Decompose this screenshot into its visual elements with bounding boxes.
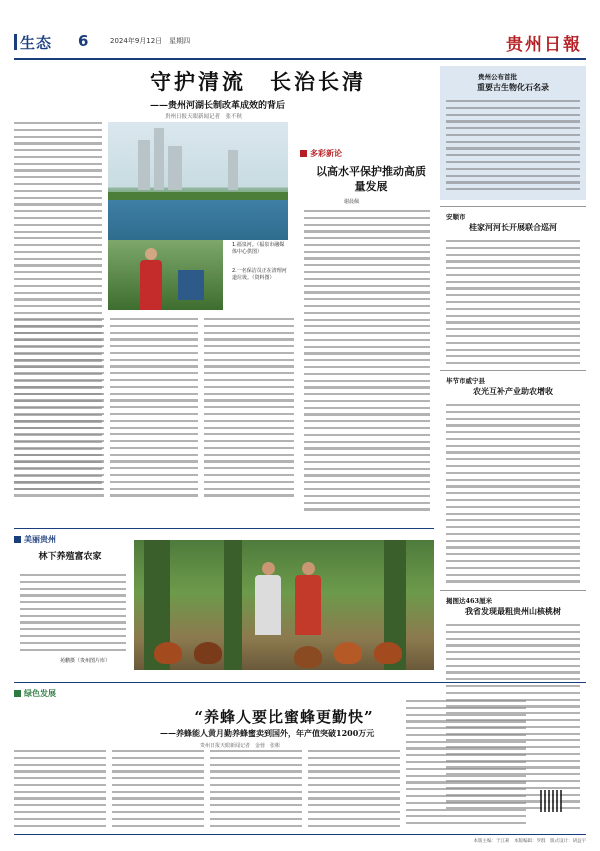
tag-square-icon <box>300 150 307 157</box>
editorial-box <box>300 148 434 520</box>
editorial-headline: 以高水平保护推动高质量发展 <box>316 165 426 193</box>
guizhou-body <box>20 574 126 655</box>
lead-body-col4 <box>204 318 294 501</box>
farmer-figure <box>252 562 284 642</box>
footer-rule <box>14 834 586 835</box>
lead-body-col3 <box>110 318 198 501</box>
fossil-headline: 重要古生物化石名录 <box>477 82 549 92</box>
qr-code-icon <box>540 790 562 812</box>
lead-headline: 守护清流 长治长清 <box>150 69 366 94</box>
editorial-tag-label: 多彩新论 <box>310 149 342 158</box>
green-tag <box>14 688 56 699</box>
river-photo <box>108 122 288 240</box>
bee-body-col1 <box>14 750 106 831</box>
lead-byline: 贵州日报天眼新闻记者 张不秋 <box>165 114 243 120</box>
editorial-author: 谢晨佩 <box>344 199 360 205</box>
story4-kicker: 揭图达463厘米 <box>446 597 493 605</box>
building <box>228 150 238 190</box>
masthead-rule <box>14 58 586 60</box>
lead-subheadline: ——贵州河湖长制改革成效的背后 <box>150 101 286 111</box>
story2-headline: 桂家河河长开展联合巡河 <box>469 222 557 232</box>
bee-body-col2 <box>112 750 204 831</box>
chicken <box>334 642 362 664</box>
lead-body-col2 <box>14 318 104 501</box>
chicken <box>374 642 402 664</box>
story2-body <box>446 240 580 369</box>
photo2-caption: 2.一名保洁员正在清理河道垃圾。（资料图） <box>232 268 287 281</box>
trash-bin <box>178 270 204 300</box>
cleaner-photo <box>108 240 223 310</box>
divider <box>440 206 586 207</box>
photo1-caption: 1.福泉河。（福泉市融媒体中心供图） <box>232 242 285 255</box>
tag-square-icon <box>14 690 21 697</box>
farmer-figure <box>292 562 324 642</box>
fossil-kicker: 贵州公布首批 <box>478 73 517 81</box>
building <box>154 128 164 190</box>
bee-body-col5 <box>406 700 526 829</box>
chicken <box>194 642 222 664</box>
tag-square-icon <box>14 536 21 543</box>
section-bar <box>14 34 17 50</box>
masthead <box>14 30 586 56</box>
editorial-tag <box>300 148 342 159</box>
green-tag-label: 绿色发展 <box>24 689 56 698</box>
section-rule <box>14 682 586 683</box>
issue-date: 2024年9月12日 星期四 <box>110 37 191 45</box>
tree <box>224 540 242 670</box>
page-number: 6 <box>78 32 89 50</box>
guizhou-headline: 林下养殖富农家 <box>38 552 102 562</box>
chicken <box>294 646 322 668</box>
story3-body <box>446 404 580 587</box>
building <box>168 146 182 190</box>
story4-headline: 我省发现最粗贵州山核桃树 <box>465 606 561 616</box>
editorial-body <box>304 210 430 515</box>
fossil-body <box>446 100 580 195</box>
forest-chicken-photo <box>134 540 434 670</box>
bee-byline: 贵州日报天眼新闻记者 金蓉 张彬 <box>200 743 281 749</box>
section-label: 生态 <box>20 34 53 52</box>
story2-kicker: 安顺市 <box>446 213 466 221</box>
bee-body-col4 <box>308 750 400 831</box>
bee-subheadline: ——养蜂能人黄月勤养蜂蜜卖到国外，年产值突破1200万元 <box>160 728 375 738</box>
guizhou-credit: 苑鹏摄（贵州图片库） <box>60 658 111 664</box>
divider <box>440 590 586 591</box>
newspaper-logo: 贵州日報 <box>506 35 582 55</box>
chicken <box>154 642 182 664</box>
bee-headline: “养蜂人要比蜜蜂更勤快” <box>194 708 374 726</box>
page-footer: 本版主编：于江莉 本版编辑：罗群 版式设计：胡益宇 <box>473 839 586 844</box>
building <box>138 140 150 190</box>
guizhou-tag <box>14 534 56 545</box>
bee-body-col3 <box>210 750 302 831</box>
section-name <box>14 32 52 53</box>
story3-headline: 农光互补产业助农增收 <box>473 386 553 396</box>
divider <box>440 370 586 371</box>
river <box>108 200 288 240</box>
cleaner-figure <box>136 248 166 310</box>
guizhou-tag-label: 美丽贵州 <box>24 535 56 544</box>
story3-kicker: 毕节市威宁县 <box>446 377 485 385</box>
section-rule <box>14 528 434 529</box>
